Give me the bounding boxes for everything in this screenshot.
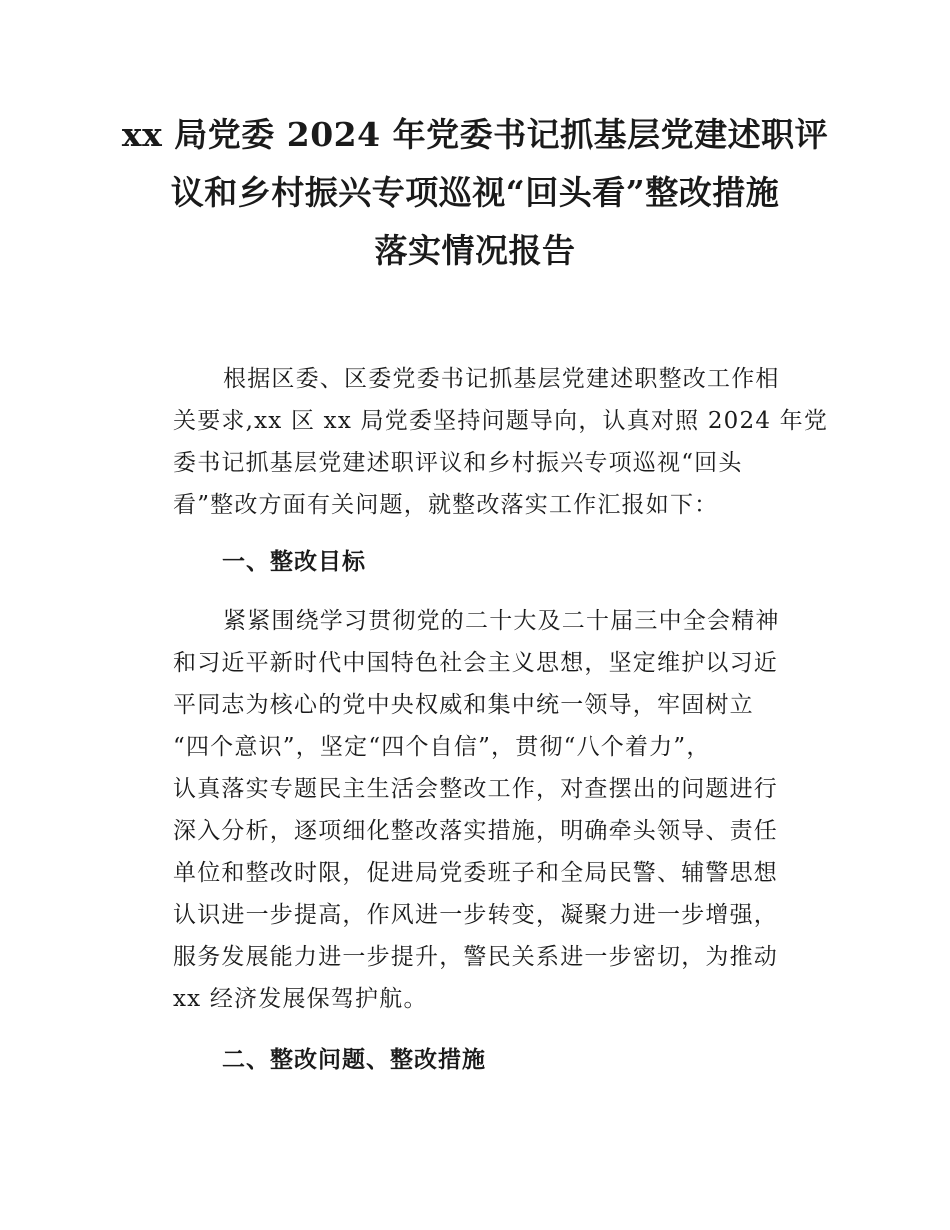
section-heading-issues: 二、整改问题、整改措施 xyxy=(222,1047,486,1073)
goals-paragraph xyxy=(173,600,813,1020)
paragraph-line: xx 经济发展保驾护航。 xyxy=(173,986,428,1012)
title-line: 议和乡村振兴专项巡视“回头看”整改措施 xyxy=(170,173,780,212)
section-heading-goals: 一、整改目标 xyxy=(222,549,366,575)
paragraph-line: 认识进一步提高，作风进一步转变，凝聚力进一步增强， xyxy=(173,902,778,928)
paragraph-line: 紧紧围绕学习贯彻党的二十大及二十届三中全会精神 xyxy=(223,608,780,634)
intro-paragraph xyxy=(173,358,829,526)
title-line: 落实情况报告 xyxy=(374,231,576,270)
paragraph-line: 委书记抓基层党建述职评议和乡村振兴专项巡视“回头 xyxy=(173,450,743,476)
paragraph-line: 平同志为核心的党中央权威和集中统一领导，牢固树立 xyxy=(173,692,754,718)
paragraph-line: “四个意识”，坚定“四个自信”，贯彻“八个着力”， xyxy=(173,734,711,760)
paragraph-line: 根据区委、区委党委书记抓基层党建述职整改工作相 xyxy=(223,366,780,392)
document-title xyxy=(120,106,830,280)
title-line: xx 局党委 2024 年党委书记抓基层党建述职评 xyxy=(121,115,829,154)
paragraph-line: 服务发展能力进一步提升，警民关系进一步密切，为推动 xyxy=(173,944,778,970)
paragraph-line: 认真落实专题民主生活会整改工作，对查摆出的问题进行 xyxy=(173,776,778,802)
paragraph-line: 关要求,xx 区 xx 局党委坚持问题导向，认真对照 2024 年党 xyxy=(173,408,829,434)
paragraph-line: 单位和整改时限，促进局党委班子和全局民警、辅警思想 xyxy=(173,860,778,886)
paragraph-line: 和习近平新时代中国特色社会主义思想，坚定维护以习近 xyxy=(173,650,778,676)
paragraph-line: 深入分析，逐项细化整改落实措施，明确牵头领导、责任 xyxy=(173,818,778,844)
paragraph-line: 看”整改方面有关问题，就整改落实工作汇报如下： xyxy=(173,492,719,518)
